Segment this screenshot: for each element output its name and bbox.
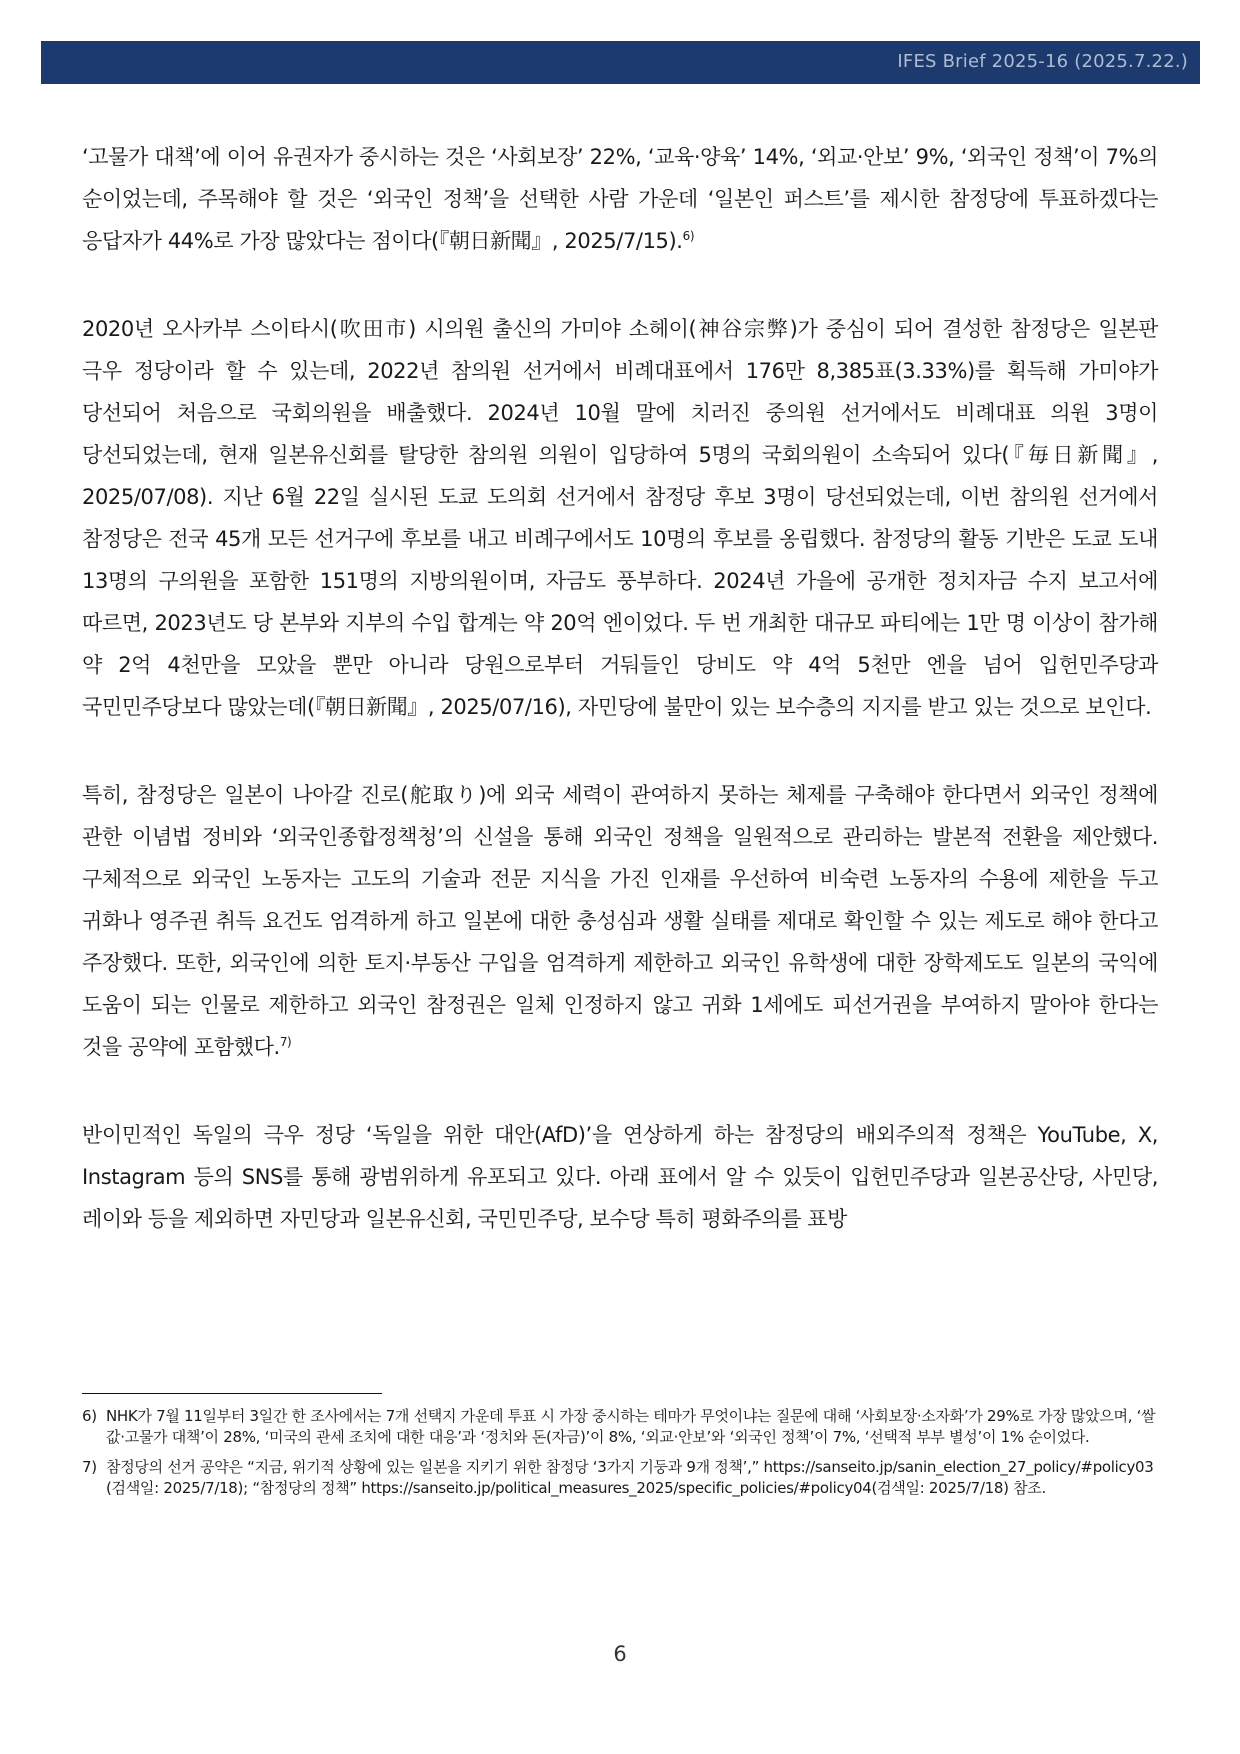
paragraph-2: [82, 308, 1158, 728]
footnote-divider: [82, 1393, 382, 1394]
paragraph-1: [82, 136, 1158, 262]
footnote-ref[interactable]: 6): [682, 229, 695, 243]
page-number: 6: [613, 1642, 627, 1666]
footnote-ref[interactable]: 7): [279, 1035, 292, 1049]
paragraph-text: 2020년 오사카부 스이타시(吹田市) 시의원 출신의 가미야 소헤이(神谷宗弊)가 중심이 되어 결성한 참정당은 일본판 극우 정당이라 할 수 있는데, 2022년 참의원 선거에서 비례대표에서 176만 8,385표(3.33%)를 획득해 가미야가 당선되어 처음으로 국회의원을 배출했다. 2024년 10월 말에 치러진 중의원 선거에서도 비례대표 의원 3명이 당선되었는데, 현재 일본유신회를 탈당한 참의원 의원이 입당하여 5명의 국회의원이 소속되어 있다(『毎日新聞』, 2025/07/08). 지난 6월 22일 실시된 도쿄 도의회 선거에서 참정당 후보 3명이 당선되었는데, 이번 참의원 선거에서 참정당은 전국 45개 모든 선거구에 후보를 내고 비례구에서도 10명의 후보를 옹립했다. 참정당의 활동 기반은 도쿄 도내 13명의 구의원을 포함한 151명의 지방의원이며, 자금도 풍부하다. 2024년 가을에 공개한 정치자금 수지 보고서에 따르면, 2023년도 당 본부와 지부의 수입 합계는 약 20억 엔이었다. 두 번 개최한 대규모 파티에는 1만 명 이상이 참가해 약 2억 4천만을 모았을 뿐만 아니라 당원으로부터 거둬들인 당비도 약 4억 5천만 엔을 넘어 입헌민주당과 국민민주당보다 많았는데(『朝日新聞』, 2025/07/16), 자민당에 불만이 있는 보수층의 지지를 받고 있는 것으로 보인다.: [82, 317, 1158, 719]
footnote-number: 6): [82, 1407, 97, 1425]
paragraph-text: 반이민적인 독일의 극우 정당 ‘독일을 위한 대안(AfD)’을 연상하게 하는 참정당의 배외주의적 정책은 YouTube, X, Instagram 등의 SNS를 통해 광범위하게 유포되고 있다. 아래 표에서 알 수 있듯이 입헌민주당과 일본공산당, 사민당, 레이와 등을 제외하면 자민당과 일본유신회, 국민민주당, 보수당 특히 평화주의를 표방: [82, 1123, 1158, 1231]
paragraph-4: [82, 1114, 1158, 1240]
paragraph-text: 특히, 참정당은 일본이 나아갈 진로(舵取り)에 외국 세력이 관여하지 못하는 체제를 구축해야 한다면서 외국인 정책에 관한 이념법 정비와 ‘외국인종합정책청’의 신설을 통해 외국인 정책을 일원적으로 관리하는 발본적 전환을 제안했다. 구체적으로 외국인 노동자는 고도의 기술과 전문 지식을 가진 인재를 우선하여 비숙련 노동자의 수용에 제한을 두고 귀화나 영주권 취득 요건도 엄격하게 하고 일본에 대한 충성심과 생활 실태를 제대로 확인할 수 있는 제도로 해야 한다고 주장했다. 또한, 외국인에 의한 토지·부동산 구입을 엄격하게 제한하고 외국인 유학생에 대한 장학제도도 일본의 국익에 도움이 되는 인물로 제한하고 외국인 참정권은 일체 인정하지 않고 귀화 1세에도 피선거권을 부여하지 말아야 한다는 것을 공약에 포함했다.: [82, 783, 1158, 1059]
paragraph-text: ‘고물가 대책’에 이어 유권자가 중시하는 것은 ‘사회보장’ 22%, ‘교육·양육’ 14%, ‘외교·안보’ 9%, ‘외국인 정책’이 7%의 순이었는데, 주목해야 할 것은 ‘외국인 정책’을 선택한 사람 가운데 ‘일본인 퍼스트’를 제시한 참정당에 투표하겠다는 응답자가 44%로 가장 많았다는 점이다(『朝日新聞』, 2025/7/15).: [82, 145, 1158, 253]
footnote-number: 7): [82, 1458, 97, 1476]
footnote-text: NHK가 7월 11일부터 3일간 한 조사에서는 7개 선택지 가운데 투표 시 가장 중시하는 테마가 무엇이냐는 질문에 대해 ‘사회보장·소자화’가 29%로 가장 많았으며, ‘쌀값·고물가 대책’이 28%, ‘미국의 관세 조치에 대한 대응’과 ‘정치와 돈(자금)’이 8%, ‘외교·안보’와 ‘외국인 정책’이 7%, ‘선택적 부부 별성’이 1% 순이었다.: [106, 1407, 1156, 1446]
footnote-text: 참정당의 선거 공약은 “지금, 위기적 상황에 있는 일본을 지키기 위한 참정당 ‘3가지 기둥과 9개 정책’,” https://sanseito.jp/sanin_election_27_policy/#policy03(검색일: 2025/7/18); “참정당의 정책” https://sanseito.jp/political_measures_2025/specific_policies/#policy04(검색일: 2025/7/18) 참조.: [106, 1458, 1154, 1497]
paragraph-3: [82, 774, 1158, 1068]
footnote-7: [82, 1457, 1158, 1499]
header-bar: [41, 41, 1200, 84]
footnotes: [82, 1406, 1158, 1508]
body-text: [82, 136, 1158, 1286]
footnote-6: [82, 1406, 1158, 1448]
brief-label: IFES Brief 2025-16 (2025.7.22.): [897, 51, 1188, 72]
